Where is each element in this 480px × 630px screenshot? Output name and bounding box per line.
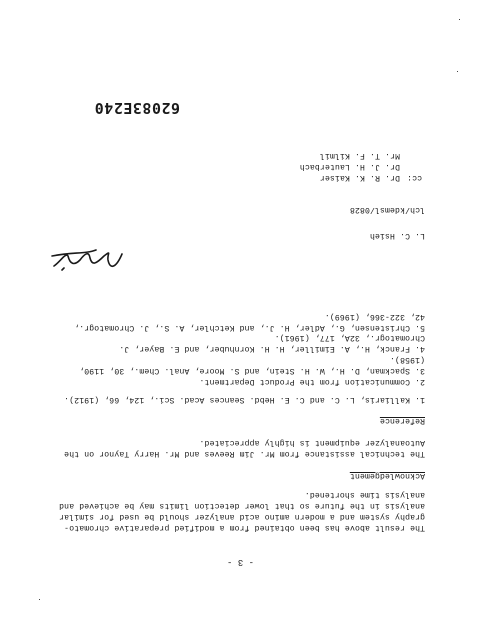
file-reference: lch/kdemsl/0828 bbox=[349, 205, 425, 214]
reference-heading: Reference bbox=[379, 416, 425, 425]
conclusion-line: analysis time shortened. bbox=[304, 490, 425, 499]
cc-recipient: Mr. T. F. Kilmil bbox=[319, 151, 400, 160]
scan-speck bbox=[39, 599, 40, 600]
reference-item: 2. Communication from the Product Department. bbox=[199, 377, 425, 386]
author-name: L. C. Hsieh bbox=[369, 231, 425, 240]
page-number: - 3 - bbox=[226, 557, 254, 567]
reference-item: 4. Franck, H., A. Eimiller, H. H. Kornhuber, and E. Bayer, J. bbox=[119, 344, 425, 353]
scan-speck bbox=[459, 19, 460, 20]
conclusion-line: graphy system and a modern amino acid analyzer should be used for similar bbox=[59, 512, 425, 521]
reference-item: 1. Kalliaris, L. C. and C. E. Hebd. Seances Acad. Sci., 124, 66, (1912). bbox=[64, 395, 425, 404]
acknowledgement-line: Autoanalyzer equipment is highly appreciated. bbox=[199, 438, 425, 447]
cc-recipient: Dr. J. H. Lauterbach bbox=[299, 162, 400, 171]
author-signature bbox=[46, 246, 126, 274]
conclusion-line: The result above has been obtained from a modified preparative chromato- bbox=[64, 523, 425, 532]
reference-item: (1958). bbox=[389, 355, 425, 364]
reference-item: 3. Spackman, D. H., W. H. Stein, and S. Moore, Anal. Chem., 30, 1190, bbox=[79, 366, 425, 375]
reference-item: Chromatogr., 32A, 177, (1961). bbox=[274, 333, 425, 342]
reference-item: 5. Christensen, G., Adler, H. J., and Ketchler, A. S., J. Chromatogr., bbox=[74, 323, 425, 332]
scan-speck bbox=[457, 71, 458, 72]
document-number: 62083E240 bbox=[94, 99, 180, 117]
cc-recipient: Dr. R. K. Kaiser bbox=[319, 173, 400, 182]
acknowledgement-heading: Acknowledgement bbox=[349, 471, 425, 480]
reference-item: 42, 322-366, (1969). bbox=[324, 312, 425, 321]
conclusion-line: analysis in the future so that lower detection limits may be achieved and bbox=[59, 501, 425, 510]
cc-label: cc: bbox=[406, 173, 422, 182]
acknowledgement-line: The technical assistance from Mr. Jim Reeves and Mr. Harry Taynor on the bbox=[64, 449, 425, 458]
